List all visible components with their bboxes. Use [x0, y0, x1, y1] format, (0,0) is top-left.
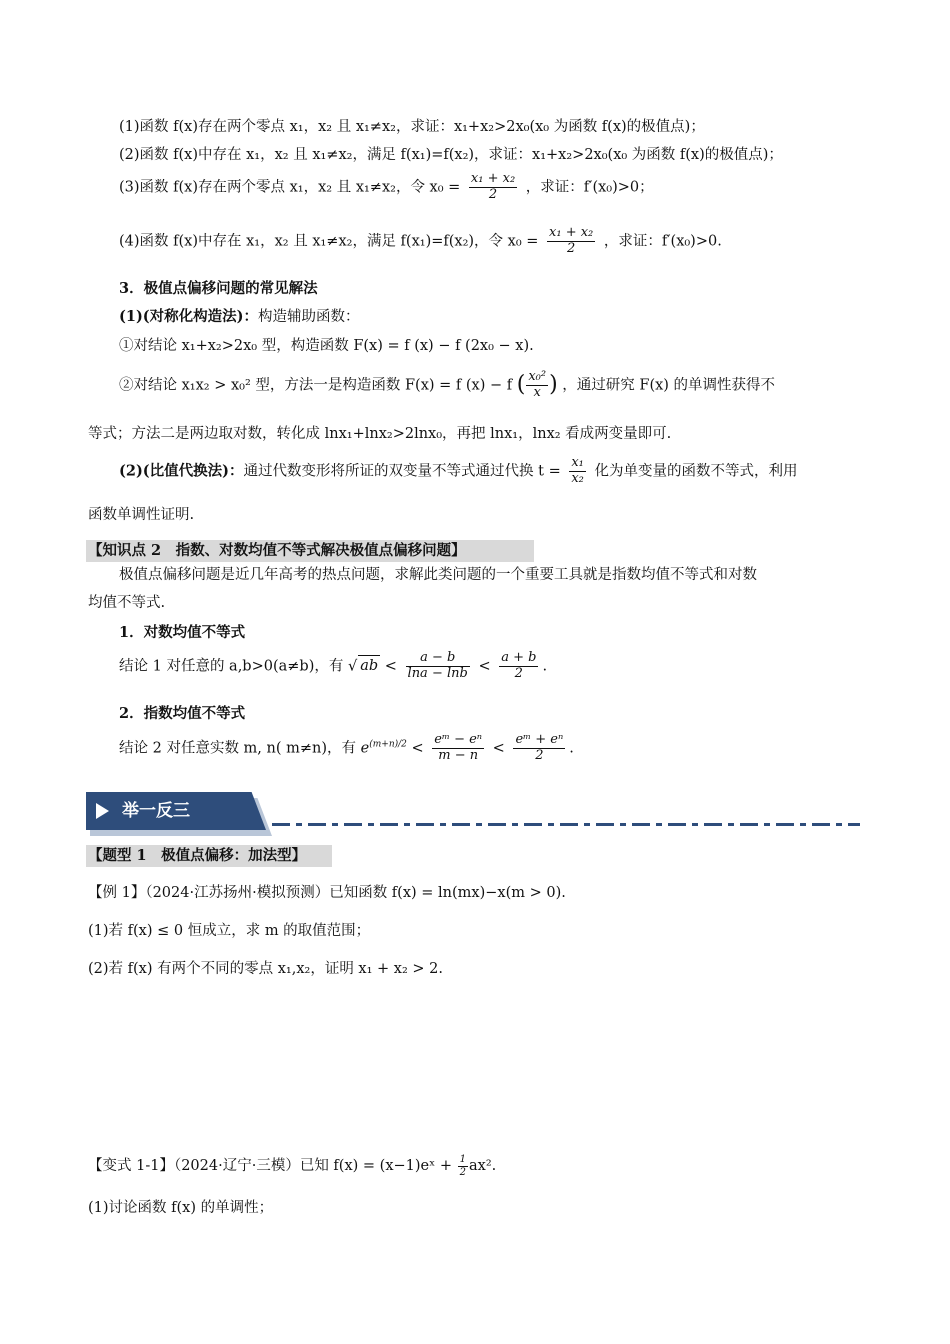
log-mean-title: 1．对数均值不等式 — [119, 624, 246, 641]
item-1: (1)函数 f(x)存在两个零点 x₁，x₂ 且 x₁≠x₂，求证：x₁+x₂>2x₀(x₀ 为函数 f(x)的极值点)； — [119, 119, 705, 135]
ratio-method — [119, 456, 798, 487]
log-frac-2-den: 2 — [514, 665, 523, 681]
log-frac-2-num: a + b — [501, 650, 537, 665]
log-fraction-1 — [406, 651, 470, 682]
lt-1: < — [384, 658, 397, 675]
conclusion-2-tail: ，通过研究 F(x) 的单调性获得不 — [562, 377, 776, 394]
item-3 — [119, 172, 654, 203]
lt-2: < — [478, 658, 491, 675]
kp2-intro-2: 均值不等式. — [88, 595, 166, 611]
variant-fraction — [458, 1154, 468, 1178]
sqrt-sign: √ — [347, 658, 358, 675]
item-4-fraction — [547, 226, 595, 257]
conclusion-exp — [119, 733, 574, 764]
item-4-text: (4)函数 f(x)中存在 x₁，x₂ 且 x₁≠x₂，满足 f(x₁)=f(x₂)，令 x₀ = — [119, 233, 539, 250]
conclusion-2-fraction — [526, 370, 548, 401]
log-frac-1-num: a − b — [406, 651, 470, 667]
item-3-text: (3)函数 f(x)存在两个零点 x₁，x₂ 且 x₁≠x₂，令 x₀ = — [119, 179, 461, 196]
variant-frac-den: 2 — [459, 1166, 466, 1178]
play-triangle-icon — [96, 803, 109, 819]
exp-frac-2-den: 2 — [535, 747, 544, 763]
conclusion-exp-head: 结论 2 对任意实数 m, n( m≠n)，有 — [119, 740, 357, 757]
item-4-tail: ，求证：f′(x₀)>0. — [603, 233, 722, 250]
conclusion-log-head: 结论 1 对任意的 a,b>0(a≠b)，有 — [119, 658, 344, 675]
item-4-frac-num: x₁ + x₂ — [549, 225, 594, 240]
conclusion-2-frac-den: x — [533, 384, 541, 400]
conclusion-2-head: ②对结论 x₁x₂ > x₀² 型，方法一是构造函数 F(x) = f (x) − f — [119, 377, 513, 394]
item-4-frac-den: 2 — [567, 240, 576, 256]
log-frac-1-den: lna − lnb — [407, 665, 468, 681]
item-3-tail: ，求证：f′(x₀)>0； — [525, 179, 654, 196]
right-paren: ) — [549, 372, 558, 398]
left-paren: ( — [516, 372, 526, 398]
ratio-frac-num: x₁ — [571, 455, 584, 470]
exp-period: . — [569, 740, 574, 757]
sqrt-ab: ab — [358, 655, 380, 676]
example-1: 【例 1】（2024·江苏扬州·模拟预测）已知函数 f(x) = ln(mx)−x(m > 0). — [88, 885, 566, 901]
exp-frac-1-den: m − n — [438, 747, 479, 763]
type-1-title: 【题型 1 极值点偏移：加法型】 — [86, 845, 332, 867]
conclusion-1: ①对结论 x₁+x₂>2x₀ 型，构造函数 F(x) = f (x) − f (2x₀ − x). — [119, 338, 534, 354]
log-period: . — [542, 658, 548, 675]
symmetric-method-title: (1)(对称化构造法)： — [119, 308, 259, 325]
exp-power: (m+n)/2 — [369, 739, 407, 750]
ratio-frac-den: x₂ — [571, 470, 584, 486]
item-2: (2)函数 f(x)中存在 x₁，x₂ 且 x₁≠x₂，满足 f(x₁)=f(x₂)，求证：x₁+x₂>2x₀(x₀ 为函数 f(x)的极值点)； — [119, 147, 783, 163]
exp-base: e — [360, 740, 370, 757]
exp-fraction-2 — [513, 733, 565, 764]
conclusion-2 — [119, 370, 775, 401]
variant-q1: (1)讨论函数 f(x) 的单调性； — [88, 1200, 274, 1216]
variant-head: 【变式 1-1】（2024·辽宁·三模）已知 f(x) = (x−1)eˣ + — [88, 1158, 453, 1174]
lt-4: < — [492, 740, 505, 757]
conclusion-2-frac-num: x₀² — [528, 369, 547, 384]
conclusion-2-line-2: 等式；方法二是两边取对数，转化成 lnx₁+lnx₂>2lnx₀，再把 lnx₁，lnx₂ 看成两变量即可. — [88, 426, 672, 442]
ratio-method-title: (2)(比值代换法)： — [119, 462, 244, 480]
exp-frac-2-num: eᵐ + eⁿ — [515, 732, 564, 747]
example-1-q2: (2)若 f(x) 有两个不同的零点 x₁,x₂，证明 x₁ + x₂ > 2. — [88, 961, 443, 977]
item-3-frac-num: x₁ + x₂ — [470, 171, 516, 186]
item-4 — [119, 226, 722, 257]
banner-label: 举一反三 — [122, 801, 190, 821]
knowledge-point-2-title: 【知识点 2 指数、对数均值不等式解决极值点偏移问题】 — [86, 540, 534, 562]
lt-3: < — [411, 740, 424, 757]
kp2-intro-1: 极值点偏移问题是近几年高考的热点问题，求解此类问题的一个重要工具就是指数均值不等式和对数 — [119, 567, 757, 583]
symmetric-method-text: 构造辅助函数： — [258, 309, 360, 325]
exp-mean-title: 2．指数均值不等式 — [119, 705, 246, 722]
ratio-fraction — [569, 456, 586, 487]
item-3-fraction — [469, 172, 517, 203]
exp-frac-1-num: eᵐ − eⁿ — [434, 732, 483, 747]
ratio-method-line-2: 函数单调性证明. — [88, 507, 195, 523]
banner-dash-divider — [272, 823, 860, 826]
log-fraction-2 — [499, 651, 538, 682]
variant-1-1 — [88, 1154, 496, 1178]
item-3-frac-den: 2 — [488, 186, 498, 202]
example-1-q1: (1)若 f(x) ≤ 0 恒成立，求 m 的取值范围； — [88, 923, 371, 939]
conclusion-log — [119, 651, 547, 682]
exp-fraction-1 — [432, 733, 484, 764]
variant-frac-num: 1 — [459, 1154, 466, 1165]
ratio-method-text: 通过代数变形将所证的双变量不等式通过代换 t = — [243, 463, 561, 480]
ratio-method-tail: 化为单变量的函数不等式，利用 — [594, 463, 798, 480]
variant-tail: ax². — [469, 1158, 497, 1174]
section-3-title: 3．极值点偏移问题的常见解法 — [119, 280, 318, 297]
symmetric-method — [119, 307, 360, 327]
